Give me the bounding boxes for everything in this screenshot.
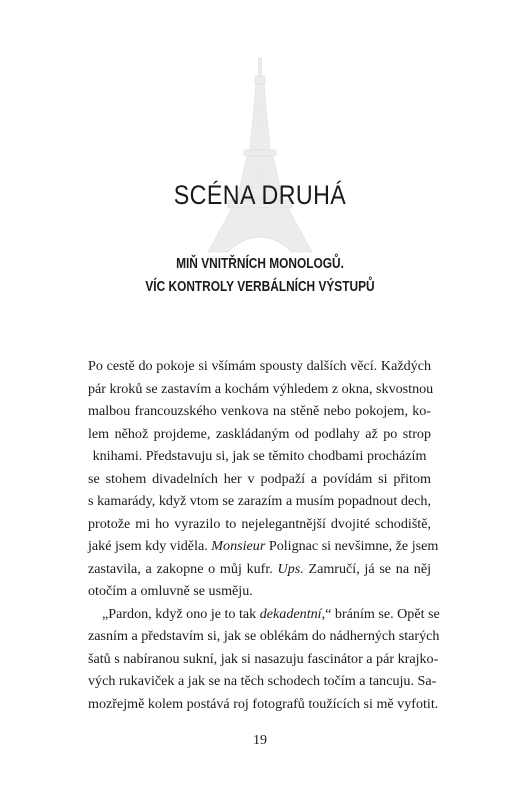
body-text (88, 355, 440, 715)
italic-text: dekadentní (259, 605, 322, 622)
page-number: 19 (253, 733, 267, 748)
text-line: otočím a omluvně se usměju. (88, 583, 253, 599)
eiffel-tower-icon (0, 0, 520, 260)
text-line: knihami. Představuju si, jak se těmito chodbami procházím (92, 448, 427, 464)
text-line: Po cestě do pokoje si všímám spousty dalších věcí. Každých (88, 358, 431, 374)
text-line (88, 535, 439, 558)
text-segment: ,“ bráním se. Opět se (321, 605, 440, 622)
text-line: lem něhož projdeme, zaskládaným od podlahy až po strop (88, 425, 431, 442)
chapter-title: SCÉNA DRUHÁ (173, 180, 347, 210)
chapter-subtitle (47, 253, 473, 299)
text-line: s kamarády, když vtom se zarazím a musím popadnout dech, (88, 493, 431, 509)
text-segment: Zamručí, já se na něj (303, 560, 432, 577)
text-line (88, 558, 431, 581)
text-segment: jaké jsem kdy viděla. (88, 538, 212, 554)
paragraph (88, 355, 439, 603)
text-line: šatů s nabíranou sukní, jak si nasazuju fascinátor a pár krajko- (88, 650, 439, 667)
paragraph (88, 603, 440, 716)
italic-text: Monsieur (211, 538, 266, 554)
text-line: zasním a představím si, jak se oblékám do nádherných starých (88, 628, 440, 644)
text-line: malbou francouzského venkova na stěně nebo pokojem, ko- (88, 403, 431, 419)
text-line: pár kroků se zastavím a kochám výhledem z okna, skvostnou (88, 380, 434, 397)
italic-text: Ups. (277, 560, 304, 577)
subtitle-line: VÍC KONTROLY VERBÁLNÍCH VÝSTUPŮ (145, 279, 375, 295)
text-line: se stohem divadelních her v podpaží a povídám si přitom (88, 470, 431, 487)
subtitle-line: MIŇ VNITŘNÍCH MONOLOGŮ. (176, 256, 344, 272)
text-line: vých rukaviček a jak se na těch schodech točím a tancuju. Sa- (88, 673, 437, 689)
text-segment: „Pardon, když ono je to tak (102, 605, 260, 622)
text-line: protože mi ho vyrazilo to nejelegantnější dvojité schodiště, (88, 515, 431, 532)
text-segment: zastavila, a zakopne o můj kufr. (88, 560, 278, 577)
text-line: mozřejmě kolem postává roj fotografů toužících si mě vyfotit. (88, 695, 439, 712)
text-line (88, 603, 440, 626)
text-segment: Polignac si nevšimne, že jsem (265, 538, 439, 554)
